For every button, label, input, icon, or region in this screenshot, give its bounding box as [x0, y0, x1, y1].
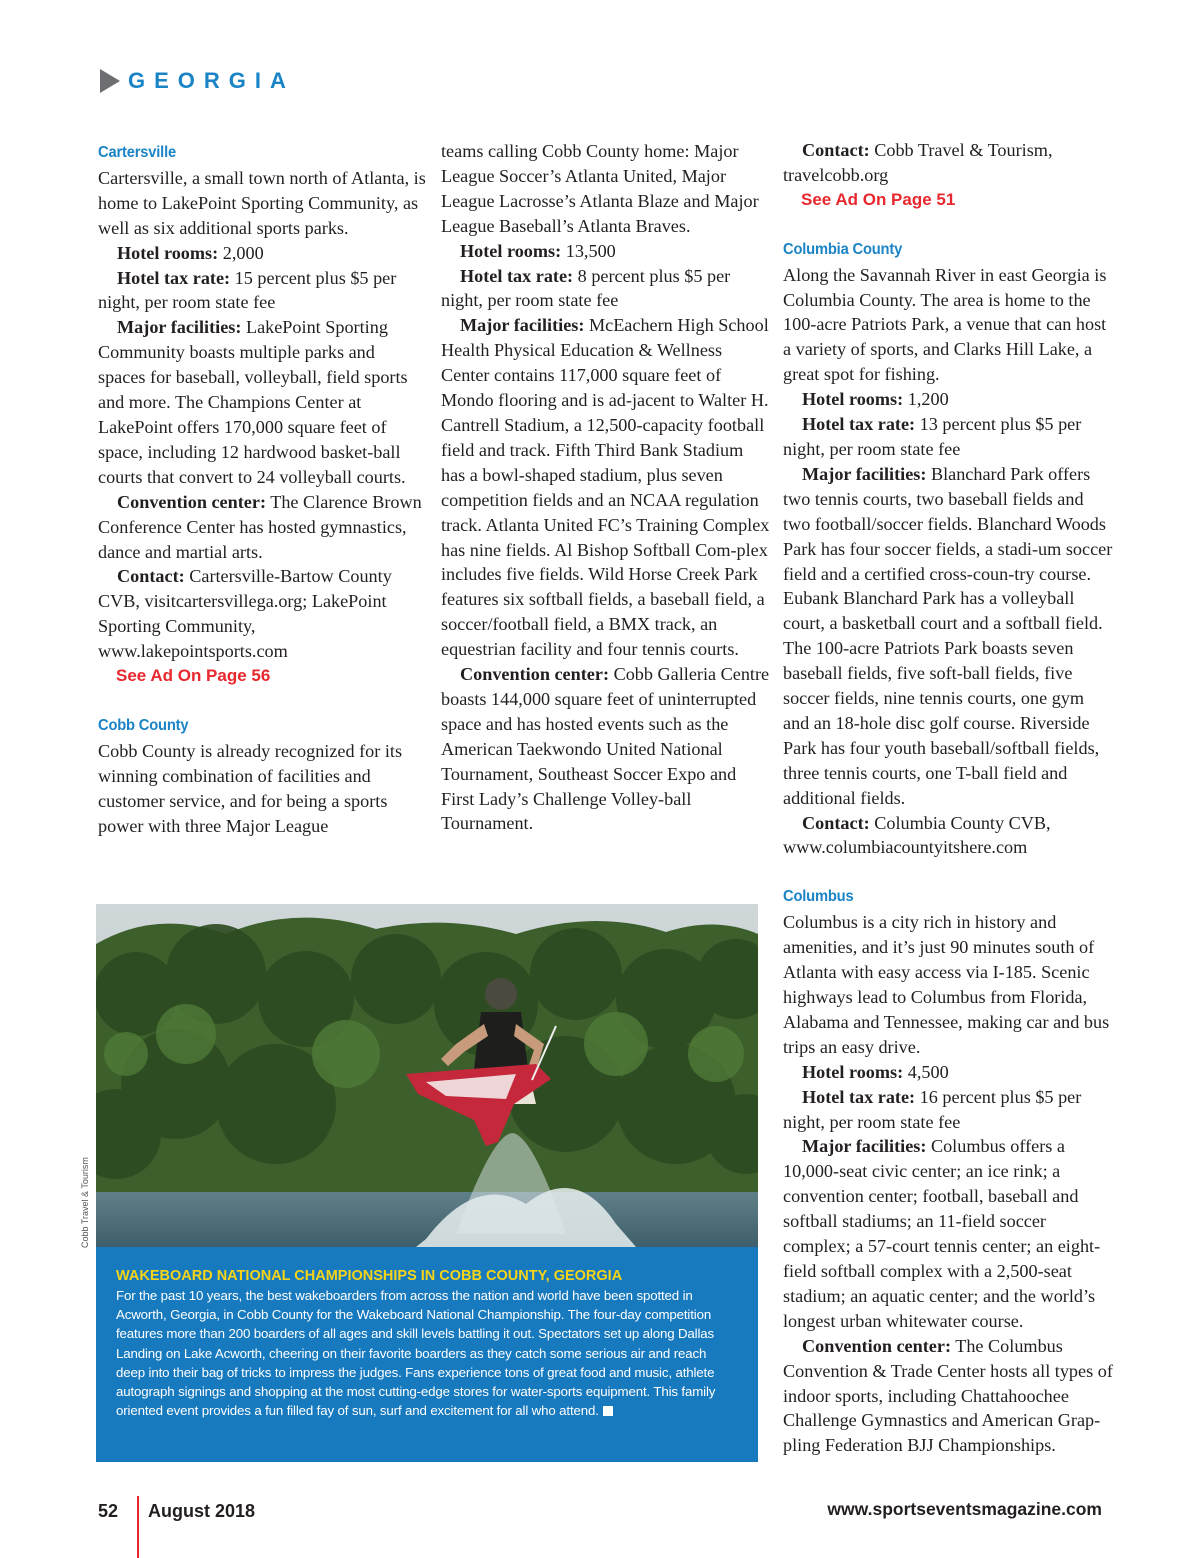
see-ad-link[interactable]: See Ad On Page 51 — [801, 189, 956, 209]
columbia-intro: Along the Savannah River in east Georgia is Columbia County. The area is home to the 100-acre Patriots Park, a venue that can host a variety of sports, and Clarks Hill Lake, a great spot for fishing. — [783, 264, 1107, 385]
column-2 — [441, 139, 771, 836]
value: 13 percent plus $5 per night, per room state fee — [783, 414, 1082, 459]
wakeboard-illustration — [96, 904, 758, 1247]
value: McEachern High School Health Physical Education & Wellness Center contains 117,000 square feet of Mondo flooring and is ad-jacent to Walter H. Cantrell Stadium, a 12,500-capacity football field and track. Fifth Third Bank Stadium has a bowl-shaped stadium, plus seven competition fields and an NCAA regulation track. Atlanta United FC’s Training Complex has nine fields. Al Bishop Softball Com-plex includes five fields. Wild Horse Creek Park features six softball fields, a baseball field, a soccer/football field, a BMX track, an equestrian facility and four tennis courts. — [441, 315, 770, 660]
label: Hotel rooms: — [460, 240, 562, 261]
cobb-intro: Cobb County is already recognized for its winning combination of facilities and customer service, and for being a sports power with three Major League — [98, 740, 403, 836]
label: Major facilities: — [802, 1136, 927, 1157]
cartersville-contact — [98, 564, 426, 664]
cartersville-heading: Cartersville — [98, 144, 176, 161]
cartersville-tax — [98, 266, 426, 316]
value: 4,500 — [903, 1061, 949, 1082]
cobb-contact — [783, 138, 1113, 188]
label: Hotel rooms: — [802, 1061, 904, 1082]
cobb-facilities — [441, 313, 771, 662]
label: Contact: — [117, 566, 185, 587]
value: 8 percent plus $5 per night, per room state fee — [441, 265, 731, 311]
see-ad-link[interactable]: See Ad On Page 56 — [116, 666, 271, 686]
label: Hotel rooms: — [802, 389, 904, 410]
column-3 — [783, 138, 1113, 1458]
cobb-convention — [441, 662, 771, 836]
label: Convention center: — [460, 664, 610, 685]
columbia-tax — [783, 412, 1113, 462]
columbus-convention — [783, 1334, 1113, 1459]
cobb-tax — [441, 264, 771, 314]
caption-text — [116, 1286, 738, 1420]
cartersville-hotel-rooms — [98, 241, 426, 266]
caption-body: For the past 10 years, the best wakeboarders from across the nation and world have been spotted in Acworth, Georgia, in Cobb County for the Wakeboard National Championship. The four-day competition features more than 200 boarders of all ages and skill levels battling it out. Spectators set up along Dallas Landing on Lake Acworth, cheering on their favorite boarders as they catch some serious air and reach deep into their bag of tricks to impress the judges. Fans experience tons of great food and music, athlete autograph signings and shopping at the most cutting-edge stores for water-sports equipment. This family oriented event provides a fun filled fay of sun, surf and excitement for all who attend. — [116, 1288, 716, 1419]
value: Cartersville-Bartow County CVB, visitcartersvillega.org; LakePoint Sporting Community, www.lakepointsports.com — [98, 566, 392, 662]
label: Convention center: — [802, 1335, 952, 1356]
value: 16 percent plus $5 per night, per room state fee — [783, 1086, 1082, 1132]
value: Blanchard Park offers two tennis courts, two baseball fields and two football/soccer fields. Blanchard Woods Park has four soccer fields, a stadi-um soccer field and a certified cross-coun-try course. Eubank Blanchard Park has a volleyball court, a basketball court and a softball field. The 100-acre Patriots Park boasts seven baseball fields, five soft-ball fields, five soccer fields, nine tennis courts, one gym and an 18-hole disc golf course. Riverside Park has four youth baseball/softball fields, three tennis courts, one T-ball field and additional fields. — [783, 463, 1113, 808]
magazine-url[interactable]: www.sportseventsmagazine.com — [827, 1499, 1102, 1519]
label: Major facilities: — [460, 315, 585, 336]
label: Hotel tax rate: — [802, 414, 916, 435]
value: Columbus offers a 10,000-seat civic center; an ice rink; a convention center; football, baseball and softball stadiums; an 11-field soccer complex; a 57-court tennis center; an eight-field softball complex with a 2,500-seat stadium; an aquatic center; and the world’s longest urban whitewater course. — [783, 1136, 1101, 1331]
columbia-contact — [783, 811, 1113, 861]
columbus-intro: Columbus is a city rich in history and amenities, and it’s just 90 minutes south of Atlanta with easy access via I-185. Scenic highways lead to Columbus from Florida, Alabama and Tennessee, making car and bus trips an easy drive. — [783, 912, 1110, 1057]
value: LakePoint Sporting Community boasts multiple parks and spaces for baseball, volleyball, field sports and more. The Champions Center at LakePoint offers 170,000 square feet of space, including 12 hardwood basket-ball courts that convert to 24 volleyball courts. — [98, 317, 408, 487]
cartersville-intro: Cartersville, a small town north of Atlanta, is home to LakePoint Sporting Community, as well as six additional sports parks. — [98, 167, 426, 238]
label: Convention center: — [117, 491, 267, 512]
columbus-facilities — [783, 1134, 1113, 1333]
value: 2,000 — [218, 242, 264, 263]
value: The Clarence Brown Conference Center has hosted gymnastics, dance and martial arts. — [98, 491, 422, 562]
cartersville-facilities — [98, 315, 426, 489]
play-arrow-icon — [100, 69, 120, 93]
cobb-heading: Cobb County — [98, 716, 189, 734]
label: Contact: — [802, 140, 870, 160]
label: Major facilities: — [117, 317, 242, 338]
value: 13,500 — [561, 240, 616, 261]
value: 1,200 — [903, 389, 949, 410]
photo-caption — [96, 1247, 758, 1462]
columbia-heading: Columbia County — [783, 240, 903, 258]
cobb-intro-continued: teams calling Cobb County home: Major League Soccer’s Atlanta United, Major League Lacrosse’s Atlanta Blaze and Major League Baseball’s Atlanta Braves. — [441, 141, 759, 236]
photo-credit: Cobb Travel & Tourism — [80, 1157, 90, 1248]
columbia-hotel-rooms — [783, 387, 1113, 412]
columbus-heading: Columbus — [783, 888, 854, 906]
label: Contact: — [802, 812, 870, 833]
label: Hotel tax rate: — [117, 267, 231, 288]
issue-date: August 2018 — [148, 1501, 256, 1521]
wakeboard-photo — [96, 904, 758, 1247]
page-number: 52 — [98, 1501, 119, 1521]
columbus-tax — [783, 1085, 1113, 1135]
columbia-facilities — [783, 462, 1113, 811]
value: The Columbus Convention & Trade Center hosts all types of indoor sports, including Chattahoochee Challenge Gymnastics and American Grap-pling Federation BJJ Championships. — [783, 1335, 1113, 1456]
cobb-hotel-rooms — [441, 239, 771, 264]
end-mark-icon — [603, 1406, 613, 1416]
value: Cobb Travel & Tourism, travelcobb.org — [783, 140, 1053, 185]
state-title: GEORGIA — [128, 68, 295, 93]
value: 15 percent plus $5 per night, per room state fee — [98, 267, 397, 313]
caption-title: WAKEBOARD NATIONAL CHAMPIONSHIPS IN COBB COUNTY, GEORGIA — [116, 1268, 623, 1284]
columbus-hotel-rooms — [783, 1060, 1113, 1085]
cartersville-convention — [98, 490, 426, 565]
label: Hotel tax rate: — [802, 1086, 916, 1107]
footer-divider — [137, 1496, 139, 1558]
column-1 — [98, 141, 426, 838]
label: Major facilities: — [802, 463, 927, 484]
section-header — [100, 68, 295, 94]
label: Hotel rooms: — [117, 242, 219, 263]
value: Cobb Galleria Centre boasts 144,000 square feet of uninterrupted space and has hosted events such as the American Taekwondo United National Tournament, Southeast Soccer Expo and First Lady’s Challenge Volley-ball Tournament. — [441, 664, 770, 834]
label: Hotel tax rate: — [460, 265, 574, 286]
value: Columbia County CVB, www.columbiacountyitshere.com — [783, 812, 1051, 858]
